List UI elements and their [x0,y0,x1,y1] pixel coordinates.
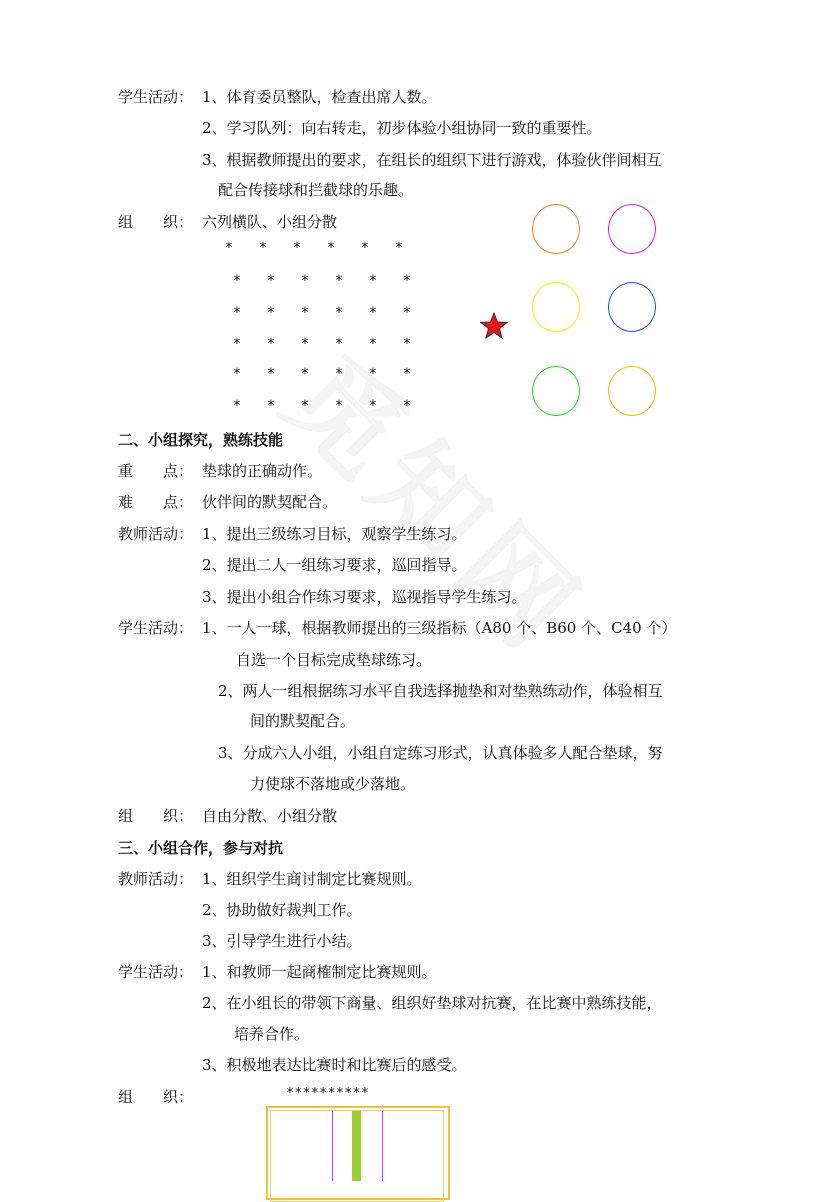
organization-label: 组 织： [118,807,194,825]
student-activity-2b: 培养合作。 [234,1025,310,1043]
teacher-activity-2: 2、协助做好裁判工作。 [202,901,362,919]
organization-label: 组 织： [118,1088,194,1106]
teacher-activity-1: 1、组织学生商讨制定比赛规则。 [202,870,422,888]
student-activity-1: 1、和教师一起商榷制定比赛规则。 [202,963,437,981]
teacher-activity-label: 教师活动： [118,525,194,543]
key-point-text: 垫球的正确动作。 [202,462,323,480]
field-stars: ********** [286,1086,370,1101]
key-point-label: 重 点： [118,462,194,480]
student-activity-2: 2、学习队列：向右转走，初步体验小组协同一致的重要性。 [202,119,602,137]
court-line-right [382,1111,383,1181]
student-activity-3b: 力使球不落地或少落地。 [250,775,416,793]
teacher-activity-1: 1、提出三级练习目标，观察学生练习。 [202,525,467,543]
student-activity-3a: 3、分成六人小组，小组自定练习形式，认真体验多人配合垫球，努 [218,744,663,762]
student-activity-2a: 2、两人一组根据练习水平自我选择抛垫和对垫熟练动作，体验相互 [218,682,663,700]
court-line-left [332,1111,333,1181]
student-activity-label: 学生活动： [118,963,194,981]
group-circle-green [532,366,580,416]
student-activity-3b: 配合传接球和拦截球的乐趣。 [218,181,414,199]
group-circle-gold [608,366,656,416]
star-row: * * * * * * [232,398,412,414]
star-row: * * * * * * [232,273,412,289]
star-row: * * * * * * [232,336,412,352]
organization-text: 六列横队、小组分散 [202,213,338,231]
difficulty-text: 伙伴间的默契配合。 [202,493,338,511]
teacher-activity-label: 教师活动： [118,870,194,888]
teacher-activity-3: 3、提出小组合作练习要求，巡视指导学生练习。 [202,588,527,606]
teacher-activity-3: 3、引导学生进行小结。 [202,932,362,950]
section-3-heading: 三、小组合作，参与对抗 [118,839,284,857]
student-activity-1: 1、体育委员整队，检查出席人数。 [202,88,437,106]
student-activity-3: 3、积极地表达比赛时和比赛后的感受。 [202,1056,467,1074]
star-row: * * * * * * [232,366,412,382]
student-activity-2a: 2、在小组长的带领下商量、组织好垫球对抗赛，在比赛中熟练技能， [202,994,662,1012]
student-activity-2b: 间的默契配合。 [250,712,356,730]
student-activity-1a: 1、一人一球，根据教师提出的三级指标（A80 个、B60 个、C40 个） [202,619,677,637]
organization-text: 自由分散、小组分散 [202,807,338,825]
section-2-heading: 二、小组探究，熟练技能 [118,431,284,449]
group-circle-yellow [532,282,580,332]
student-activity-3a: 3、根据教师提出的要求，在组长的组织下进行游戏，体验伙伴间相互 [202,151,662,169]
student-activity-1b: 自选一个目标完成垫球练习。 [236,651,432,669]
star-row: * * * * * * [232,305,412,321]
teacher-activity-2: 2、提出二人一组练习要求，巡回指导。 [202,556,467,574]
student-activity-label: 学生活动： [118,88,194,106]
court-net [352,1111,361,1181]
group-circle-blue [608,282,656,332]
star-row: * * * * * * [224,240,404,256]
organization-label: 组 织： [118,213,194,231]
group-circle-magenta [608,204,656,254]
teacher-star-icon [480,312,508,340]
group-circle-orange [532,204,580,254]
difficulty-label: 难 点： [118,493,194,511]
student-activity-label: 学生活动： [118,619,194,637]
